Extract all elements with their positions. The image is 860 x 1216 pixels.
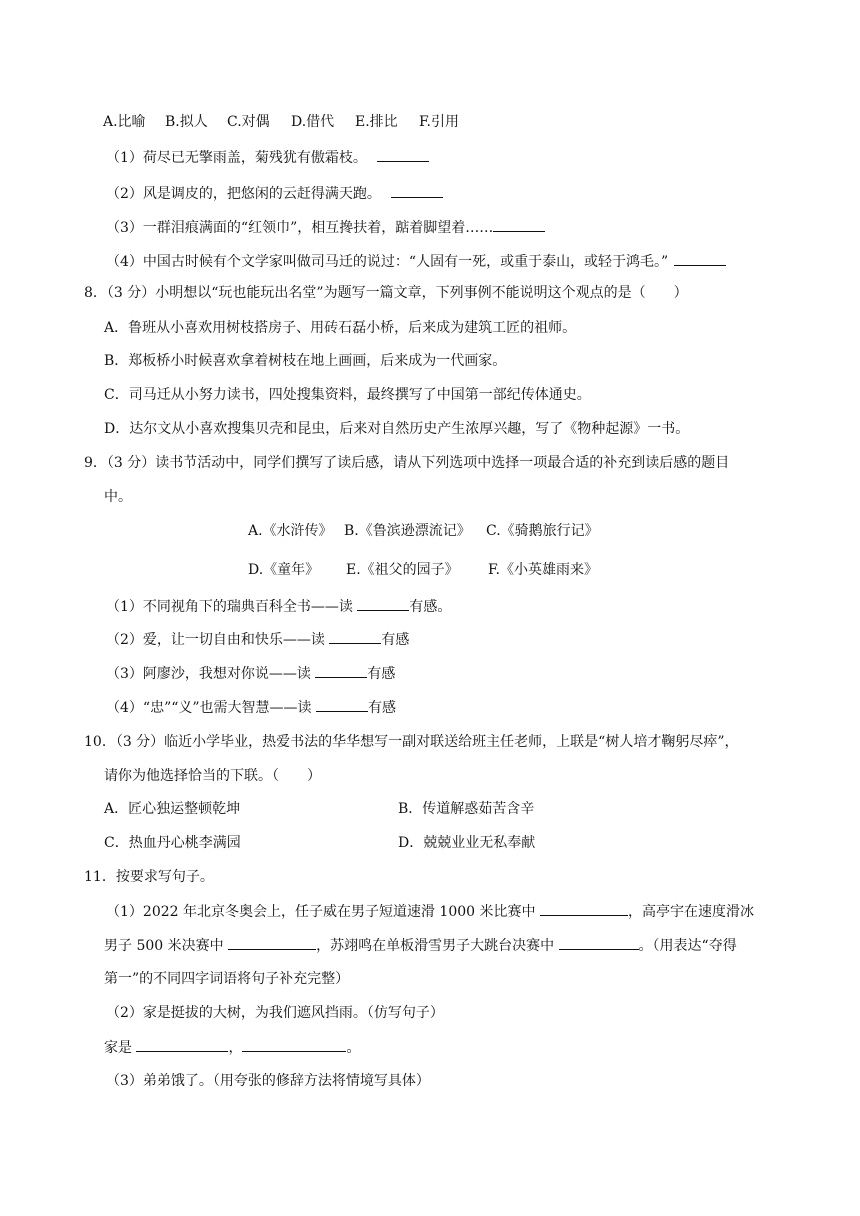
q11-part2-answer-comma: ， [228,1040,243,1056]
answer-blank[interactable] [377,147,429,162]
q9-options-row1 [248,521,599,541]
q7-options [103,112,459,132]
q9-option-b: B.《鲁滨逊漂流记》 [344,523,471,539]
answer-blank[interactable] [242,1037,346,1052]
answer-blank[interactable] [357,596,409,611]
q7-item-4-text: （4）中国古时候有个文学家叫做司马迁的说过：“人固有一死，或重于泰山，或轻于鸿毛。” [106,254,669,270]
q11-part2: （2）家是挺拔的大树，为我们遮风挡雨。（仿写句子） [106,1005,444,1021]
q10-option-c: C．热血丹心桃李满园 [104,835,241,851]
q11-part1-line1 [106,901,754,922]
q9-option-a: A.《水浒传》 [248,523,333,539]
q11-part2-answer-period: 。 [346,1040,361,1056]
answer-blank[interactable] [329,629,381,644]
q9-item-4 [106,697,396,718]
q9-item-3-suffix: 有感 [367,666,396,682]
q7-option-c: C.对偶 [227,114,270,130]
q9-item-1 [106,596,451,617]
q7-item-3 [106,217,545,238]
q10-stem-line1: 10．（3 分）临近小学毕业，热爱书法的华华想写一副对联送给班主任老师，上联是“树人培才鞠躬尽瘁”， [84,734,739,750]
q9-item-2 [106,629,409,650]
q9-item-1-suffix: 有感。 [409,599,452,615]
answer-blank[interactable] [559,935,639,950]
q8-stem: 8．（3 分）小明想以“玩也能玩出名堂”为题写一篇文章，下列事例不能说明这个观点的是（ ） [84,285,688,301]
q10-option-a: A．匠心独运整顿乾坤 [104,801,241,817]
answer-blank[interactable] [493,217,545,232]
answer-blank[interactable] [315,663,367,678]
q11-part1-line3: 第一”的不同四字词语将句子补充完整） [104,971,350,987]
q10-option-d: D．兢兢业业无私奉献 [398,835,536,851]
answer-blank[interactable] [674,251,726,266]
answer-blank[interactable] [228,935,316,950]
q7-item-4 [106,251,726,272]
q11-part2-answer-prefix: 家是 [104,1040,137,1056]
q7-option-b: B.拟人 [165,114,208,130]
q9-option-f: F.《小英雄雨来》 [488,562,598,578]
q9-options-row2 [248,560,598,580]
q10-option-b: B．传道解惑茹苦含辛 [398,801,535,817]
answer-blank[interactable] [540,901,628,916]
q9-stem-line2: 中。 [104,489,132,505]
q11-part2-answer [104,1037,360,1058]
q7-item-2 [106,183,443,204]
q11-part1-text: （1）2022 年北京冬奥会上，任子威在男子短道速滑 1000 米比赛中 [106,904,540,920]
q7-option-f: F.引用 [419,114,459,130]
q7-item-3-text: （3）一群泪痕满面的“红领巾”，相互搀扶着，踮着脚望着…… [106,220,494,236]
q11-part1-text: 。（用表达“夺得 [638,938,737,954]
q9-item-4-text: （4）“忠”“义”也需大智慧——读 [106,700,316,716]
q8-option-a: A．鲁班从小喜欢用树枝搭房子、用砖石磊小桥，后来成为建筑工匠的祖师。 [104,320,577,336]
q9-item-2-suffix: 有感 [381,632,410,648]
answer-blank[interactable] [136,1037,228,1052]
q7-item-1 [106,147,429,168]
q9-option-e: E.《祖父的园子》 [346,562,459,578]
q8-option-d: D．达尔文从小喜欢搜集贝壳和昆虫，后来对自然历史产生浓厚兴趣，写了《物种起源》一书。 [104,421,690,437]
q10-stem-line2: 请你为他选择恰当的下联。（ ） [104,768,321,784]
q8-option-b: B．郑板桥小时候喜欢拿着树枝在地上画画，后来成为一代画家。 [104,353,507,369]
q9-item-3 [106,663,395,684]
q7-option-a: A.比喻 [103,114,146,130]
answer-blank[interactable] [391,183,443,198]
q11-part3: （3）弟弟饿了。（用夸张的修辞方法将情境写具体） [106,1073,430,1089]
q7-option-e: E.排比 [355,114,398,130]
q9-stem-line1: 9．（3 分）读书节活动中，同学们撰写了读后感，请从下列选项中选择一项最合适的补充到读后感的题目 [84,455,730,471]
q9-item-2-text: （2）爱，让一切自由和快乐——读 [106,632,330,648]
q11-stem: 11．按要求写句子。 [84,869,214,885]
q7-option-d: D.借代 [291,114,335,130]
answer-blank[interactable] [316,697,368,712]
q11-part1-line2 [104,935,737,956]
q11-part1-text: 男子 500 米决赛中 [104,938,229,954]
q11-part1-text: ，高亭宇在速度滑冰 [627,904,754,920]
q8-option-c: C．司马迁从小努力读书，四处搜集资料，最终撰写了中国第一部纪传体通史。 [104,387,591,403]
q9-option-d: D.《童年》 [248,562,320,578]
q11-part1-text: ，苏翊鸣在单板滑雪男子大跳台决赛中 [316,938,559,954]
q9-item-3-text: （3）阿廖沙，我想对你说——读 [106,666,316,682]
q9-item-1-text: （1）不同视角下的瑞典百科全书——读 [106,599,358,615]
q7-item-1-text: （1）荷尽已无擎雨盖，菊残犹有傲霜枝。 [106,150,367,166]
q9-option-c: C.《骑鹅旅行记》 [486,523,599,539]
q7-item-2-text: （2）风是调皮的，把悠闲的云赶得满天跑。 [106,186,381,202]
q9-item-4-suffix: 有感 [368,700,396,716]
